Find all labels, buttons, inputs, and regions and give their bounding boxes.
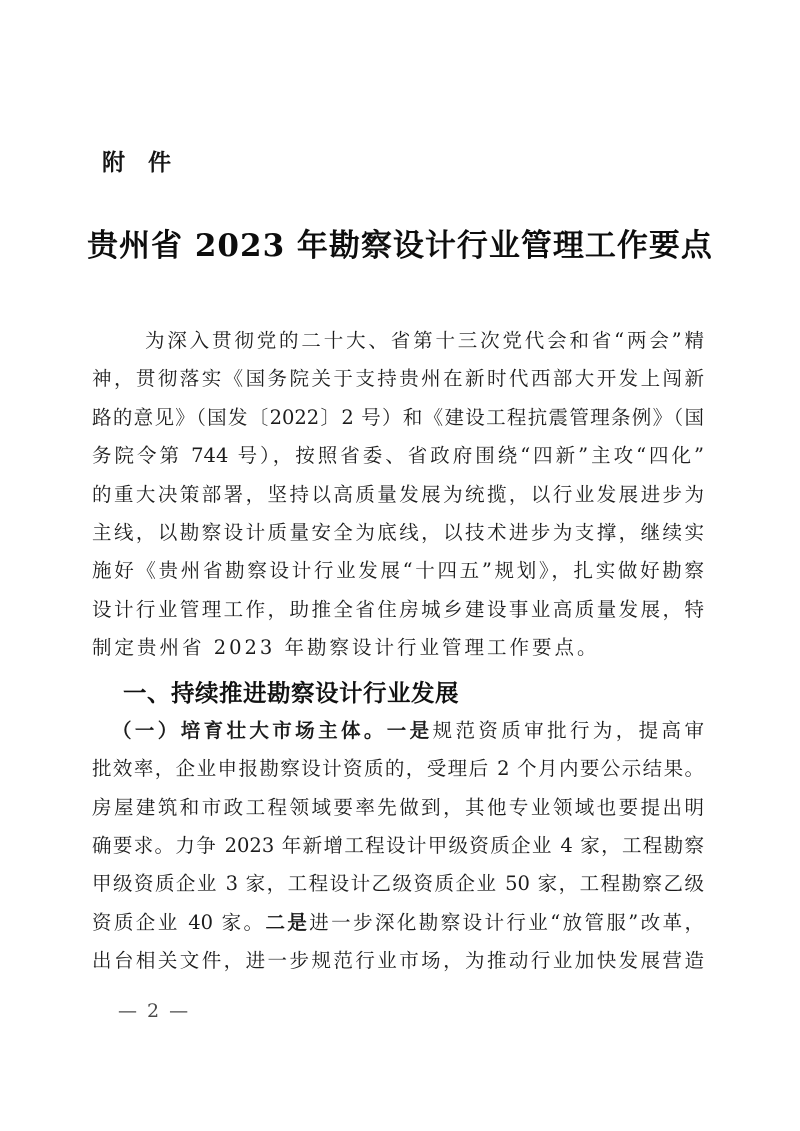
text-segment: 进一步深化勘察设计行业“放管服”改革， bbox=[309, 910, 704, 934]
text-line bbox=[92, 904, 704, 942]
text-line bbox=[92, 360, 704, 398]
text-segment: （一）培育壮大市场主体。 bbox=[112, 718, 387, 742]
text-segment: 路的意见》（国发〔2022〕2 号）和《建设工程抗震管理条例》（国 bbox=[92, 405, 704, 429]
text-segment: 规范资质审批行为，提高审 bbox=[432, 718, 704, 742]
text-line bbox=[92, 789, 704, 827]
document-title: 贵州省 2023 年勘察设计行业管理工作要点 bbox=[87, 228, 713, 264]
text-segment: 出台相关文件，进一步规范行业市场，为推动行业加快发展营造 bbox=[92, 949, 704, 973]
text-segment: 二是 bbox=[265, 910, 310, 934]
text-segment: 神，贯彻落实《国务院关于支持贵州在新时代西部大开发上闯新 bbox=[92, 367, 704, 391]
text-line bbox=[92, 552, 704, 590]
text-line bbox=[92, 827, 704, 865]
page-number: — 2 — bbox=[118, 1000, 191, 1022]
text-line bbox=[92, 712, 704, 750]
text-segment: 主线，以勘察设计质量安全为底线，以技术进步为支撑，继续实 bbox=[92, 520, 704, 544]
text-segment: 资质企业 40 家。 bbox=[92, 910, 266, 934]
text-segment: 制定贵州省 2023 年勘察设计行业管理工作要点。 bbox=[92, 636, 600, 660]
text-line bbox=[92, 591, 704, 629]
attachment-label: 附 件 bbox=[102, 150, 171, 176]
text-line bbox=[92, 750, 704, 788]
text-segment: 一、持续推进勘察设计行业发展 bbox=[123, 678, 459, 707]
text-segment: 甲级资质企业 3 家，工程设计乙级资质企业 50 家，工程勘察乙级 bbox=[92, 872, 704, 896]
text-line bbox=[92, 942, 704, 980]
text-line bbox=[92, 437, 704, 475]
text-line bbox=[92, 629, 704, 667]
text-segment: 务院令第 744 号），按照省委、省政府围绕“四新”主攻“四化” bbox=[92, 444, 704, 468]
body-text bbox=[92, 322, 704, 981]
text-line bbox=[92, 322, 704, 360]
text-segment: 设计行业管理工作，助推全省住房城乡建设事业高质量发展，特 bbox=[92, 597, 704, 621]
section-heading bbox=[92, 674, 704, 712]
text-segment: 批效率，企业申报勘察设计资质的，受理后 2 个月内要公示结果。 bbox=[92, 757, 704, 781]
text-line bbox=[92, 865, 704, 903]
text-line bbox=[92, 476, 704, 514]
text-segment: 一是 bbox=[386, 718, 433, 742]
text-segment: 房屋建筑和市政工程领域要率先做到，其他专业领域也要提出明 bbox=[92, 795, 704, 819]
text-line bbox=[92, 399, 704, 437]
text-segment: 施好《贵州省勘察设计行业发展“十四五”规划》，扎实做好勘察 bbox=[92, 559, 704, 583]
text-segment: 的重大决策部署，坚持以高质量发展为统揽，以行业发展进步为 bbox=[92, 482, 704, 506]
text-segment: 确要求。力争 2023 年新增工程设计甲级资质企业 4 家，工程勘察 bbox=[92, 834, 704, 858]
text-line bbox=[92, 514, 704, 552]
text-segment: 为深入贯彻党的二十大、省第十三次党代会和省“两会”精 bbox=[145, 329, 704, 352]
